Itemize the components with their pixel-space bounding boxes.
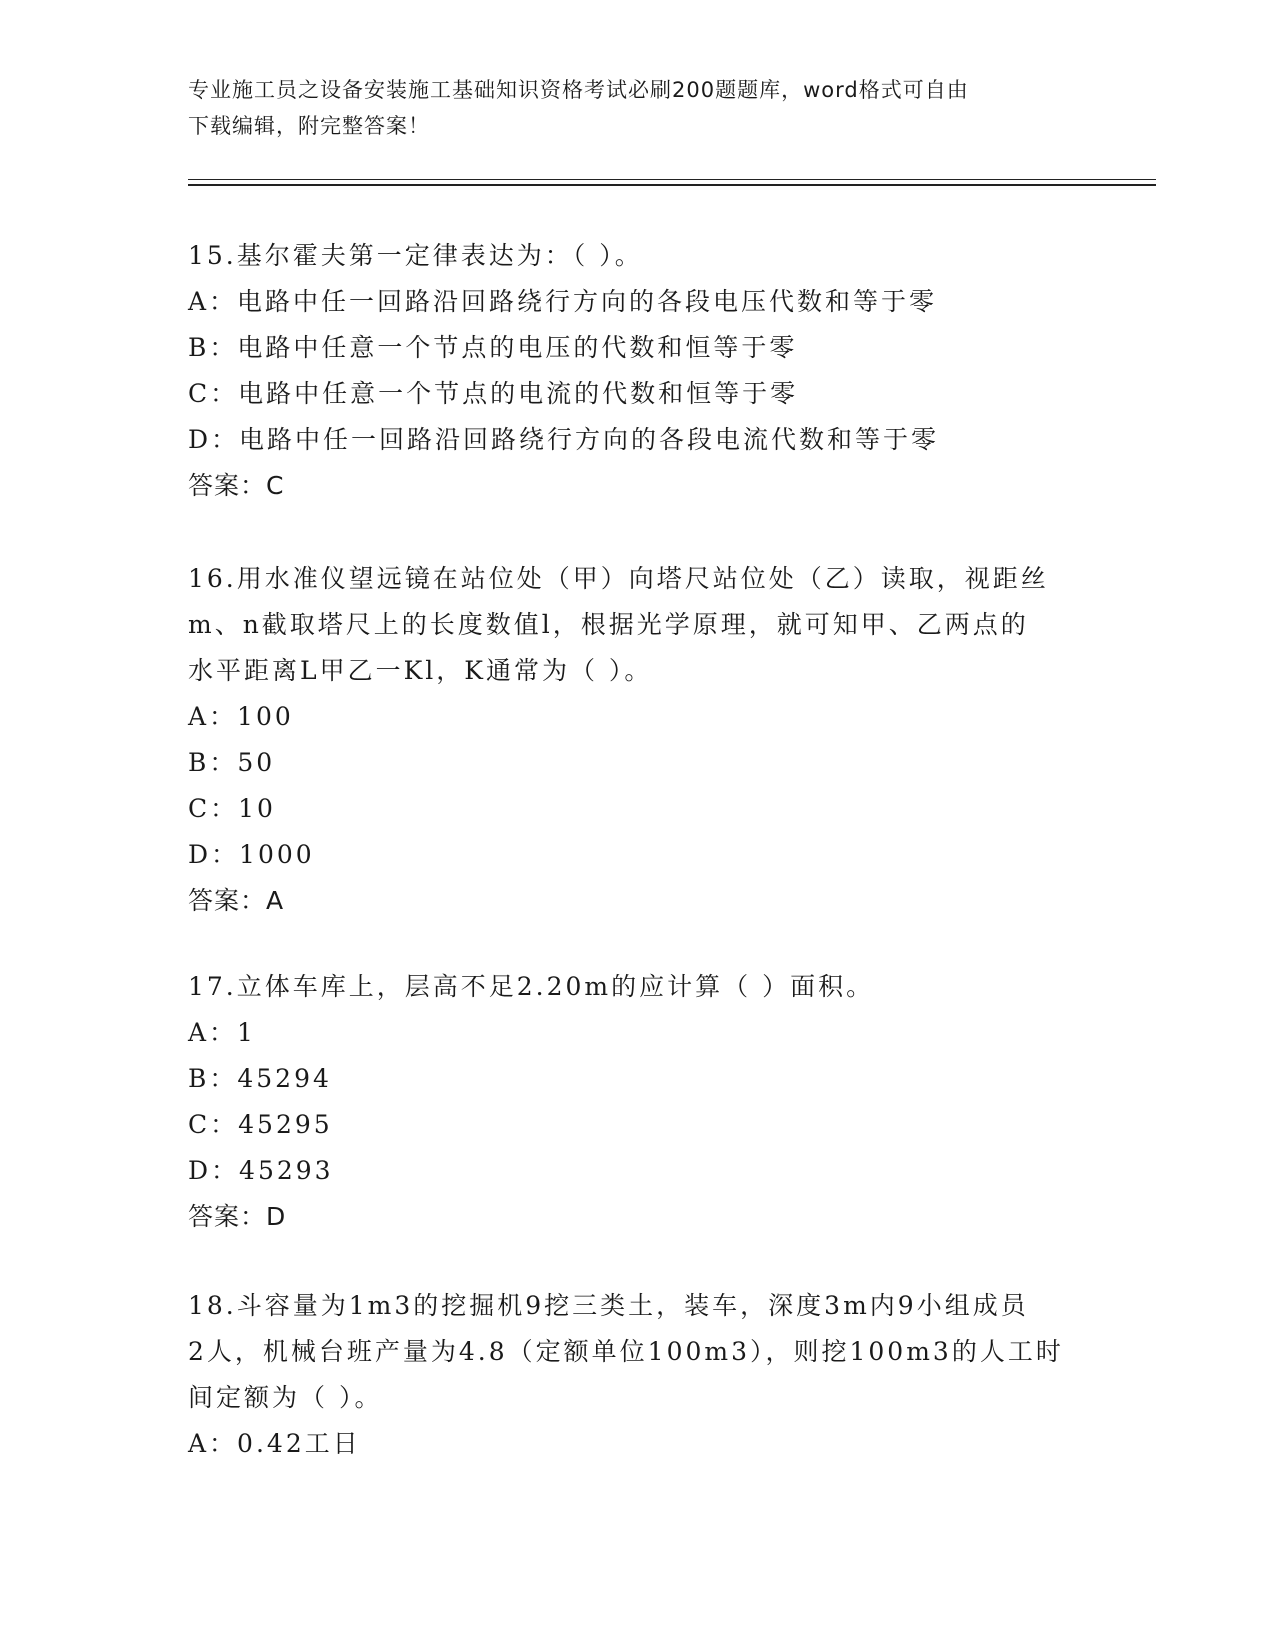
header-divider-thin — [188, 179, 1156, 180]
option-a: A：0.42工日 — [188, 1429, 361, 1458]
header-line-1: 专业施工员之设备安装施工基础知识资格考试必刷200题题库，word格式可自由 — [188, 78, 969, 102]
question-stem: 18.斗容量为1m3的挖掘机9挖三类土，装车，深度3m内9小组成员 — [188, 1291, 1029, 1320]
option-c: C：10 — [188, 794, 276, 823]
answer-line: 答案：A — [188, 886, 285, 915]
answer-line: 答案：D — [188, 1202, 287, 1231]
question-stem: 16.用水准仪望远镜在站位处（甲）向塔尺站位处（乙）读取，视距丝 — [188, 564, 1049, 593]
header-line-2: 下载编辑，附完整答案！ — [188, 114, 430, 138]
option-d: D：1000 — [188, 840, 315, 869]
question-stem: 15.基尔霍夫第一定律表达为：（ ）。 — [188, 241, 643, 270]
option-d: D：45293 — [188, 1156, 334, 1185]
document-header — [188, 72, 1088, 144]
option-a: A：1 — [188, 1018, 256, 1047]
question-stem: 17.立体车库上，层高不足2.20m的应计算（ ）面积。 — [188, 972, 875, 1001]
question-18 — [188, 1283, 1088, 1467]
option-a: A：电路中任一回路沿回路绕行方向的各段电压代数和等于零 — [188, 287, 938, 316]
header-divider-thick — [188, 184, 1156, 186]
option-b: B：45294 — [188, 1064, 332, 1093]
option-b: B：50 — [188, 748, 276, 777]
option-d: D：电路中任一回路沿回路绕行方向的各段电流代数和等于零 — [188, 425, 940, 454]
question-stem: 间定额为（ ）。 — [188, 1383, 383, 1412]
question-stem: m、n截取塔尺上的长度数值l，根据光学原理，就可知甲、乙两点的 — [188, 610, 1029, 639]
question-stem: 水平距离L甲乙一Kl，K通常为（ ）。 — [188, 656, 653, 685]
question-17 — [188, 964, 1088, 1240]
question-stem: 2人，机械台班产量为4.8（定额单位100m3），则挖100m3的人工时 — [188, 1337, 1064, 1366]
option-b: B：电路中任意一个节点的电压的代数和恒等于零 — [188, 333, 798, 362]
option-c: C：45295 — [188, 1110, 333, 1139]
option-a: A：100 — [188, 702, 294, 731]
option-c: C：电路中任意一个节点的电流的代数和恒等于零 — [188, 379, 799, 408]
question-15 — [188, 233, 1088, 509]
question-16 — [188, 556, 1088, 924]
answer-line: 答案：C — [188, 471, 285, 500]
